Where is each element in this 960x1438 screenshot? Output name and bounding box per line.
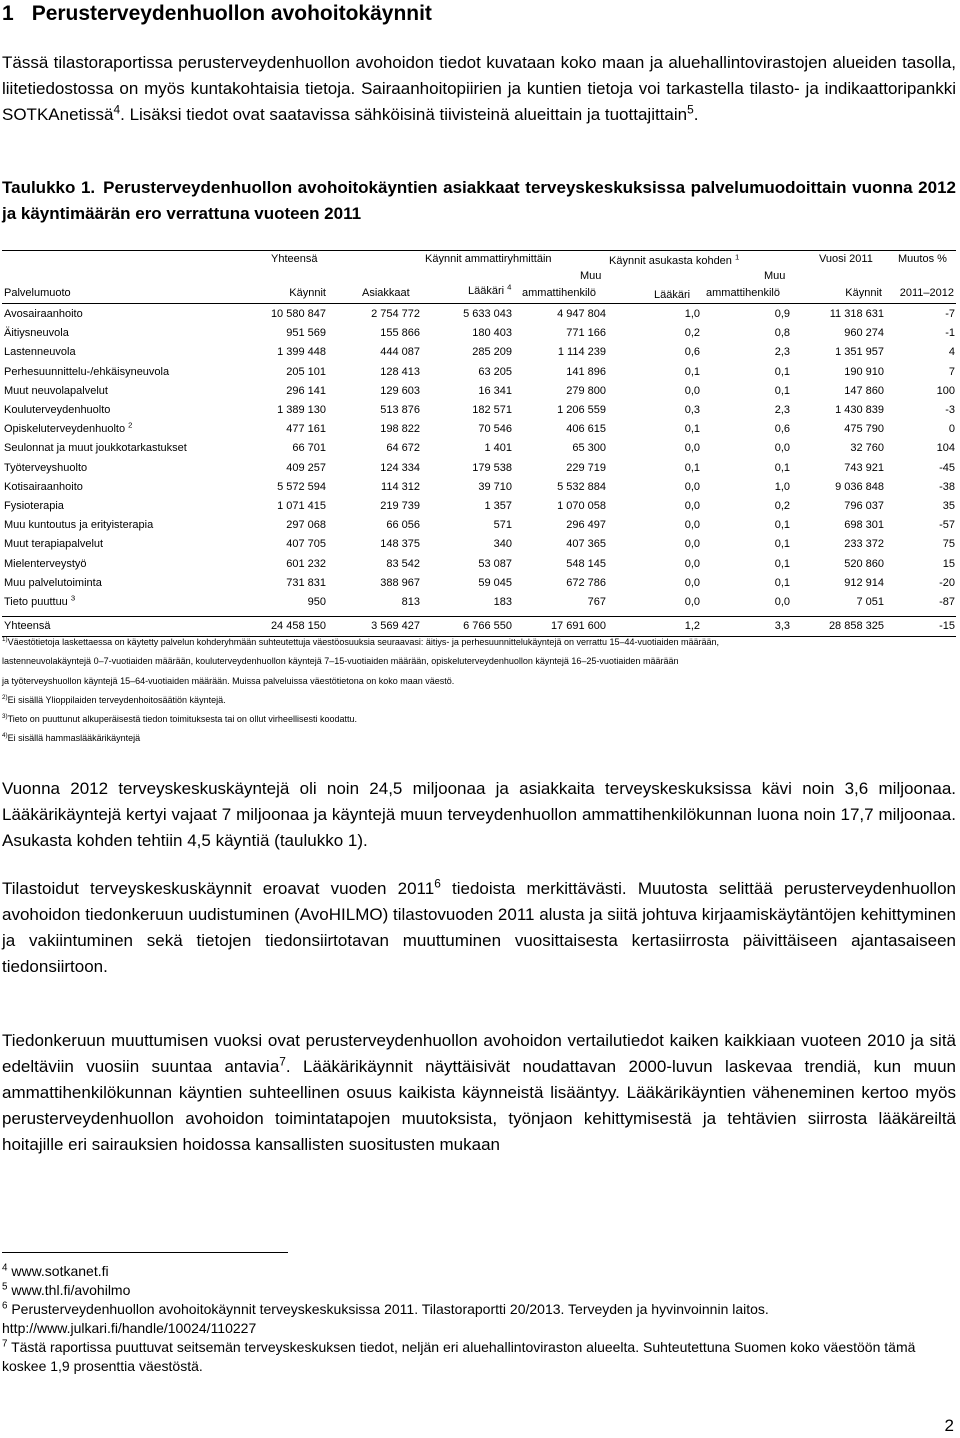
table-row-13-asiakkaat: 148 375 bbox=[380, 538, 420, 551]
header-muu-2: Muu bbox=[764, 270, 786, 282]
table-row-14-muu: 548 145 bbox=[566, 557, 606, 570]
table-row-16-muu: 767 bbox=[587, 596, 606, 608]
header-laakari-asukas: Lääkäri bbox=[654, 289, 691, 301]
table-row-12-k2011: 698 301 bbox=[844, 519, 884, 532]
footnote-7-number: 7 bbox=[2, 1338, 8, 1350]
header-ammattihenkilo-asukas: ammattihenkilö bbox=[706, 287, 780, 299]
table-row-8-k2011: 32 760 bbox=[850, 442, 884, 455]
table-row-9-muu-as: 0,1 bbox=[774, 461, 790, 474]
table-row-15-name bbox=[4, 576, 102, 590]
table-total-row-muutos: -15 bbox=[939, 620, 955, 633]
table-row-13-muu-as: 0,1 bbox=[774, 538, 790, 551]
table-row-7-k2011: 475 790 bbox=[844, 423, 884, 436]
table-row-14-laakari-as: 0,0 bbox=[684, 557, 700, 570]
table-row-4-laakari-as: 0,1 bbox=[684, 365, 700, 378]
table-row-6-name-text: Kouluterveydenhuolto bbox=[4, 404, 111, 416]
table-row-11-asiakkaat: 219 739 bbox=[380, 500, 420, 512]
footnote-4-link[interactable]: www.sotkanet.fi bbox=[7, 1263, 109, 1279]
table-row-8-name bbox=[4, 441, 187, 455]
table-row-15-name-text: Muu palvelutoiminta bbox=[4, 576, 102, 589]
table-row-2-laakari: 180 403 bbox=[472, 327, 512, 340]
header-asiakkaat: Asiakkaat bbox=[362, 287, 410, 299]
table-row-3-asiakkaat: 444 087 bbox=[380, 346, 420, 359]
table-row-10-muu-as: 1,0 bbox=[774, 480, 790, 493]
table-row-5-name-text: Muut neuvolapalvelut bbox=[4, 384, 108, 397]
header-muutos-period: 2011–2012 bbox=[899, 287, 954, 299]
table-row-4-muu-as: 0,1 bbox=[774, 365, 790, 378]
table-row-14-k2011: 520 860 bbox=[844, 557, 884, 570]
footnote-4-number: 4 bbox=[2, 1262, 8, 1274]
table-row-8-laakari: 1 401 bbox=[484, 442, 512, 455]
table-row-6-muu-as: 2,3 bbox=[774, 404, 790, 416]
footnote-5-link[interactable]: www.thl.fi/avohilmo bbox=[7, 1282, 131, 1298]
table-row-1-name bbox=[4, 307, 83, 321]
table-row-10-asiakkaat: 114 312 bbox=[381, 480, 420, 493]
table-row-4-asiakkaat: 128 413 bbox=[380, 365, 420, 378]
table-row-16-footnote-ref: 3 bbox=[70, 593, 76, 603]
table-row-15-laakari-as: 0,0 bbox=[684, 576, 700, 589]
table-row-2-name-text: Äitiysneuvola bbox=[4, 327, 69, 340]
table-row-14-name bbox=[4, 557, 87, 571]
header-asukasta-kohden-ref: 1 bbox=[734, 252, 740, 262]
table-row-14-muutos: 15 bbox=[942, 557, 955, 570]
table-row-15-muutos: -20 bbox=[939, 576, 955, 589]
table-total-row-laakari: 6 766 550 bbox=[463, 620, 512, 633]
table-row-16-asiakkaat: 813 bbox=[401, 596, 420, 608]
table-row-6-name bbox=[4, 403, 110, 417]
table-note-4-marker: 4) bbox=[2, 732, 8, 739]
header-muu-1: Muu bbox=[580, 270, 602, 282]
table-row-5-laakari-as: 0,0 bbox=[684, 384, 700, 397]
table-row-2-asiakkaat: 155 866 bbox=[380, 327, 420, 340]
table-row-1-name-text: Avosairaanhoito bbox=[4, 308, 83, 320]
table-row-8-name-text: Seulonnat ja muut joukkotarkastukset bbox=[4, 442, 187, 455]
table-row-5-name bbox=[4, 384, 108, 398]
table-row-4-muutos: 7 bbox=[948, 365, 955, 378]
header-ammattihenkilo: ammattihenkilö bbox=[522, 287, 596, 299]
table-row-16-name bbox=[4, 595, 75, 609]
section-number: 1 bbox=[2, 2, 14, 25]
table-row-8-muu-as: 0,0 bbox=[774, 442, 790, 455]
table-row-4-name-text: Perhesuunnittelu-/ehkäisyneuvola bbox=[4, 365, 170, 378]
table-row-10-muutos: -38 bbox=[939, 480, 955, 493]
table-total-row-kaynnit: 24 458 150 bbox=[270, 620, 326, 633]
table-row-14-name-text: Mielenterveystyö bbox=[4, 557, 87, 570]
table-total-row-muu-as: 3,3 bbox=[774, 620, 790, 633]
table-row-5-k2011: 147 860 bbox=[844, 384, 884, 397]
table-row-3-muu: 1 114 239 bbox=[557, 346, 606, 359]
table-row-11-muu: 1 070 058 bbox=[557, 500, 606, 512]
table-row-13-name-text: Muut terapiapalvelut bbox=[4, 538, 104, 551]
table-row-4-laakari: 63 205 bbox=[478, 365, 512, 378]
footnote-separator bbox=[2, 1252, 288, 1253]
table-row-11-laakari-as: 0,0 bbox=[684, 500, 700, 512]
table-row-13-muu: 407 365 bbox=[566, 538, 606, 551]
table-note-3-marker: 3) bbox=[2, 713, 8, 720]
table-row-16-laakari: 183 bbox=[493, 596, 512, 608]
section-title: Perusterveydenhuollon avohoitokäynnit bbox=[31, 2, 432, 25]
table-row-15-muu-as: 0,1 bbox=[774, 576, 790, 589]
table-row-1-laakari-as: 1,0 bbox=[684, 308, 700, 320]
table-row-7-name-text: Opiskeluterveydenhuolto bbox=[4, 423, 126, 436]
intro-footnote-ref-4: 4 bbox=[113, 102, 121, 117]
header-laakari-text: Lääkäri bbox=[468, 285, 505, 297]
header-asukasta-kohden-text: Käynnit asukasta kohden bbox=[609, 255, 732, 267]
total-separator-rule bbox=[2, 616, 956, 617]
table-row-15-k2011: 912 914 bbox=[844, 576, 884, 589]
table-note-1-marker: 1) bbox=[2, 636, 8, 643]
table-row-3-muutos: 4 bbox=[948, 346, 955, 359]
table-row-10-laakari: 39 710 bbox=[478, 480, 512, 493]
table-note-2 bbox=[2, 695, 226, 705]
paragraph-2-text-2: tiedoista merkittävästi. Muutosta selittää perusterveydenhuollon avohoidon tiedonkeruun uudistuminen (AvoHILMO) tilastovuoden 2011 alusta ja siitä johtuva kirjaamiskäytäntöjen kehittyminen ja vakiintuminen sekä tietojen tiedonsiirtotavan muuttuminen vuosittaisesta kertasiirrosta päivittäiseen ajantasaiseen tiedonsiirtoon. bbox=[2, 879, 956, 976]
header-yhteensa: Yhteensä bbox=[271, 253, 318, 265]
table-row-13-laakari: 340 bbox=[493, 538, 512, 551]
table-row-9-kaynnit: 409 257 bbox=[286, 461, 326, 474]
table-row-4-muu: 141 896 bbox=[566, 365, 606, 378]
header-laakari-ref: 4 bbox=[507, 282, 512, 292]
table-row-15-muu: 672 786 bbox=[566, 576, 606, 589]
table-row-3-name-text: Lastenneuvola bbox=[4, 346, 76, 359]
table-row-12-muu: 296 497 bbox=[566, 519, 606, 532]
table-row-10-muu: 5 532 884 bbox=[557, 480, 606, 493]
intro-footnote-ref-5: 5 bbox=[687, 102, 694, 117]
table-note-4 bbox=[2, 733, 140, 743]
table-row-12-name bbox=[4, 518, 153, 532]
table-row-7-footnote-ref: 2 bbox=[128, 420, 133, 430]
table-row-11-laakari: 1 357 bbox=[484, 500, 512, 512]
table-row-1-muu: 4 947 804 bbox=[557, 308, 606, 320]
table-row-15-asiakkaat: 388 967 bbox=[380, 576, 420, 589]
table-row-16-muu-as: 0,0 bbox=[774, 596, 790, 608]
table-row-6-laakari-as: 0,3 bbox=[684, 404, 700, 416]
table-row-4-kaynnit: 205 101 bbox=[286, 365, 326, 378]
header-muutos: Muutos % bbox=[898, 253, 947, 265]
table-row-2-kaynnit: 951 569 bbox=[286, 327, 326, 340]
header-kaynnit: Käynnit bbox=[289, 287, 326, 299]
table-row-16-name-text: Tieto puuttuu bbox=[4, 596, 68, 608]
table-row-1-asiakkaat: 2 754 772 bbox=[371, 308, 420, 320]
table-row-3-k2011: 1 351 957 bbox=[835, 346, 884, 359]
table-note-3-text: Tieto on puuttunut alkuperäisestä tiedon toimituksesta tai on ollut virheellisesti koodattu. bbox=[7, 714, 357, 724]
table-row-9-name-text: Työterveyshuolto bbox=[4, 461, 88, 474]
footnote-5-number: 5 bbox=[2, 1281, 8, 1293]
table-row-14-laakari: 53 087 bbox=[478, 557, 512, 570]
table-row-14-asiakkaat: 83 542 bbox=[386, 557, 420, 570]
table-row-1-k2011: 11 318 631 bbox=[829, 308, 884, 320]
table-row-12-muutos: -57 bbox=[939, 519, 955, 532]
paragraph-3-text-2: . Lääkärikäynnit näyttäisivät noudattavan 2000-luvun laskevaa trendiä, kun muun ammattihenkilökunnan käyntien suhteellinen osuus kaikista käynneistä lisääntyy. Lääkärikäyntien väheneminen kertoo myös perusterveydenhuollon avohoidon toimintatapojen muutoksista, työnjaon kehittymisestä ja tehtävien siirrosta lääkäreiltä hoitajille eri sairauksien hoidossa kansallisten suositusten mukaan bbox=[2, 1057, 957, 1154]
table-row-5-muutos: 100 bbox=[936, 384, 955, 397]
table-total-row-name-text: Yhteensä bbox=[4, 620, 51, 633]
table-title bbox=[2, 175, 956, 227]
table-row-9-muutos: -45 bbox=[939, 461, 955, 474]
table-row-6-kaynnit: 1 389 130 bbox=[277, 404, 326, 416]
table-row-10-kaynnit: 5 572 594 bbox=[277, 480, 326, 493]
header-asukasta-kohden bbox=[609, 254, 739, 268]
header-bottom-rule bbox=[2, 303, 956, 304]
intro-text-2: . Lisäksi tiedot ovat saatavissa sähköisinä tiivisteinä alueittain ja tuottajittain bbox=[120, 105, 688, 124]
table-note-4-text: Ei sisällä hammaslääkärikäyntejä bbox=[7, 733, 141, 743]
table-total-row-asiakkaat: 3 569 427 bbox=[371, 620, 420, 633]
table-note-1-line-3: ja työterveyshuollon käyntejä 15–64-vuotiaiden määrään. Muissa palveluissa väestötietona on koko maan väestö. bbox=[2, 676, 455, 686]
table-note-1-line-1 bbox=[2, 637, 719, 647]
paragraph-3-footnote-ref: 7 bbox=[279, 1054, 286, 1069]
table-title-text: Perusterveydenhuollon avohoitokäyntien asiakkaat terveyskeskuksissa palvelumuodoittain vuonna 2012 ja käyntimäärän ero verrattuna vuoteen 2011 bbox=[2, 178, 956, 223]
table-row-13-name bbox=[4, 537, 103, 551]
table-row-15-kaynnit: 731 831 bbox=[286, 576, 326, 589]
table-row-14-kaynnit: 601 232 bbox=[286, 557, 326, 570]
table-row-15-laakari: 59 045 bbox=[478, 576, 512, 589]
table-row-3-name bbox=[4, 345, 76, 359]
table-row-7-muu-as: 0,6 bbox=[774, 423, 790, 436]
paragraph-2-footnote-ref: 6 bbox=[434, 876, 441, 891]
header-ammattiryhmittain: Käynnit ammattiryhmittäin bbox=[425, 253, 552, 265]
table-row-8-laakari-as: 0,0 bbox=[684, 442, 700, 455]
footnote-7-text: Tästä raportissa puuttuvat seitsemän terveyskeskuksen tiedot, neljän eri aluehallintoviraston alueelta. Suhteutettuna Suomen koko väestöön tämä koskee 1,9 prosenttia väestöstä. bbox=[2, 1339, 916, 1374]
table-row-6-laakari: 182 571 bbox=[472, 404, 512, 416]
table-row-13-laakari-as: 0,0 bbox=[684, 538, 700, 551]
table-row-10-laakari-as: 0,0 bbox=[684, 480, 700, 493]
table-note-1-text-1: Väestötietoja laskettaessa on käytetty palvelun kohderyhmään suhteutettuja väestöosuuksia seuraavasi: äitiys- ja perhesuunnittelukäyntejä on verrattu 15–44-vuotiaiden määrään, bbox=[7, 637, 720, 647]
paragraph-3-text-1: Tiedonkeruun muuttumisen vuoksi ovat perusterveydenhuollon avohoidon vertailutiedot kaiken kaikkiaan vuoteen 2010 ja sitä edeltäviin vuosiin suuntaa antavia bbox=[2, 1031, 956, 1076]
paragraph-3 bbox=[2, 1028, 956, 1158]
table-row-16-laakari-as: 0,0 bbox=[684, 596, 700, 608]
table-note-2-marker: 2) bbox=[2, 694, 8, 701]
table-row-8-muutos: 104 bbox=[936, 442, 955, 455]
footnote-7 bbox=[2, 1338, 956, 1376]
table-top-rule bbox=[2, 250, 956, 251]
table-row-6-muu: 1 206 559 bbox=[557, 404, 606, 416]
table-note-1-line-2: lastenneuvolakäyntejä 0–7-vuotiaiden määrään, kouluterveydenhuollon käyntejä 7–15-vuotiaiden määrään, opiskeluterveydenhuollon käyntejä 16–25-vuotiaiden määrään bbox=[2, 656, 679, 666]
table-row-12-laakari: 571 bbox=[493, 519, 512, 532]
table-row-7-muutos: 0 bbox=[948, 423, 955, 436]
table-row-4-k2011: 190 910 bbox=[844, 365, 884, 378]
section-heading bbox=[2, 2, 432, 26]
table-row-2-muu: 771 166 bbox=[566, 327, 606, 340]
table-row-9-k2011: 743 921 bbox=[844, 461, 884, 474]
table-row-1-kaynnit: 10 580 847 bbox=[270, 308, 326, 320]
table-label: Taulukko 1. bbox=[2, 178, 96, 197]
table-row-12-name-text: Muu kuntoutus ja erityisterapia bbox=[4, 519, 154, 532]
table-row-1-laakari: 5 633 043 bbox=[463, 308, 512, 320]
table-row-13-muutos: 75 bbox=[942, 538, 955, 551]
footnote-6-number: 6 bbox=[2, 1300, 8, 1312]
table-row-10-name-text: Kotisairaanhoito bbox=[4, 480, 83, 493]
table-row-10-k2011: 9 036 848 bbox=[835, 480, 884, 493]
table-row-14-muu-as: 0,1 bbox=[774, 557, 790, 570]
table-row-3-kaynnit: 1 399 448 bbox=[277, 346, 326, 359]
intro-paragraph bbox=[2, 50, 956, 128]
table-row-12-muu-as: 0,1 bbox=[774, 519, 790, 532]
page-number: 2 bbox=[944, 1416, 954, 1435]
table-row-7-muu: 406 615 bbox=[566, 423, 606, 436]
table-row-13-k2011: 233 372 bbox=[844, 538, 884, 551]
table-row-12-asiakkaat: 66 056 bbox=[386, 519, 420, 532]
table-row-1-muutos: -7 bbox=[945, 308, 955, 320]
table-note-3 bbox=[2, 714, 357, 724]
table-row-3-laakari: 285 209 bbox=[472, 346, 512, 359]
table-row-16-kaynnit: 950 bbox=[307, 596, 326, 608]
table-row-8-asiakkaat: 64 672 bbox=[386, 442, 420, 455]
table-row-9-muu: 229 719 bbox=[566, 461, 606, 474]
table-row-12-kaynnit: 297 068 bbox=[286, 519, 326, 532]
table-row-11-muutos: 35 bbox=[942, 500, 955, 512]
table-row-2-muu-as: 0,8 bbox=[774, 327, 790, 340]
table-row-11-kaynnit: 1 071 415 bbox=[277, 500, 326, 512]
table-row-11-name-text: Fysioterapia bbox=[4, 500, 64, 512]
table-row-10-name bbox=[4, 480, 83, 494]
table-row-3-muu-as: 2,3 bbox=[774, 346, 790, 359]
table-row-2-name bbox=[4, 326, 69, 340]
header-laakari bbox=[468, 284, 511, 298]
footnote-4 bbox=[2, 1262, 956, 1281]
table-row-11-name bbox=[4, 499, 64, 513]
table-row-12-laakari-as: 0,0 bbox=[684, 519, 700, 532]
table-row-5-muu: 279 800 bbox=[566, 384, 606, 397]
header-kaynnit-2011: Käynnit bbox=[845, 287, 882, 299]
table-row-6-muutos: -3 bbox=[945, 404, 955, 416]
intro-text-3: . bbox=[693, 105, 699, 124]
table-row-5-kaynnit: 296 141 bbox=[286, 384, 326, 397]
table-row-11-k2011: 796 037 bbox=[844, 500, 884, 512]
header-vuosi-2011: Vuosi 2011 bbox=[819, 253, 873, 265]
table-row-8-kaynnit: 66 701 bbox=[292, 442, 326, 455]
table-total-row-muu: 17 691 600 bbox=[550, 620, 606, 633]
footnote-6-text: Perusterveydenhuollon avohoitokäynnit terveyskeskuksissa 2011. Tilastoraportti 20/2013. Terveyden ja hyvinvoinnin laitos. http://www.julkari.fi/handle/10024/110227 bbox=[2, 1301, 769, 1336]
table-row-9-laakari-as: 0,1 bbox=[684, 461, 700, 474]
table-row-2-k2011: 960 274 bbox=[844, 327, 884, 340]
table-row-6-asiakkaat: 513 876 bbox=[380, 404, 420, 416]
table-row-13-kaynnit: 407 705 bbox=[286, 538, 326, 551]
table-row-5-laakari: 16 341 bbox=[478, 384, 512, 397]
paragraph-2-text-1: Tilastoidut terveyskeskuskäynnit eroavat vuoden 2011 bbox=[2, 879, 435, 898]
table-row-5-muu-as: 0,1 bbox=[774, 384, 790, 397]
table-row-4-name bbox=[4, 365, 169, 379]
table-row-2-laakari-as: 0,2 bbox=[684, 327, 700, 340]
table-row-5-asiakkaat: 129 603 bbox=[380, 384, 420, 397]
table-row-7-asiakkaat: 198 822 bbox=[380, 423, 420, 436]
table-row-7-name bbox=[4, 422, 132, 436]
table-note-2-text: Ei sisällä Ylioppilaiden terveydenhoitosäätiön käyntejä. bbox=[7, 695, 226, 705]
table-row-16-muutos: -87 bbox=[939, 596, 955, 608]
table-row-2-muutos: -1 bbox=[945, 327, 955, 340]
table-total-row-laakari-as: 1,2 bbox=[684, 620, 700, 633]
table-row-7-kaynnit: 477 161 bbox=[286, 423, 326, 436]
table-total-row-name bbox=[4, 619, 50, 633]
footnote-5 bbox=[2, 1281, 956, 1300]
table-row-9-asiakkaat: 124 334 bbox=[380, 461, 420, 474]
table-total-row-k2011: 28 858 325 bbox=[828, 620, 884, 633]
table-row-6-k2011: 1 430 839 bbox=[835, 404, 884, 416]
table-row-1-muu-as: 0,9 bbox=[774, 308, 790, 320]
footnotes bbox=[2, 1262, 956, 1376]
table-row-8-muu: 65 300 bbox=[572, 442, 606, 455]
table-row-9-laakari: 179 538 bbox=[472, 461, 512, 474]
footnote-6 bbox=[2, 1300, 956, 1338]
paragraph-2 bbox=[2, 876, 956, 980]
table-row-3-laakari-as: 0,6 bbox=[684, 346, 700, 359]
intro-text-1: Tässä tilastoraportissa perusterveydenhuollon avohoidon tiedot kuvataan koko maan ja aluehallintovirastojen alueiden tasolla, liitetiedostossa on myös kuntakohtaisia tietoja. Sairaanhoitopiirien ja kuntien tietoja voi tarkastella tilasto- ja indikaattoripankki SOTKAnetissä bbox=[2, 53, 956, 124]
paragraph-1: Vuonna 2012 terveyskeskuskäyntejä oli noin 24,5 miljoonaa ja asiakkaita terveyskeskuksissa kävi noin 3,6 miljoonaa. Lääkärikäyntejä kertyi vajaat 7 miljoonaa ja käyntejä muun terveydenhuollon ammattihenkilökunnan luona noin 17,7 miljoonaa. Asukasta kohden tehtiin 4,5 käyntiä (taulukko 1). bbox=[2, 779, 956, 850]
header-palvelumuoto: Palvelumuoto bbox=[4, 287, 71, 299]
table-row-9-name bbox=[4, 461, 87, 475]
table-row-7-laakari-as: 0,1 bbox=[684, 423, 700, 436]
table-row-7-laakari: 70 546 bbox=[478, 423, 512, 436]
table-row-11-muu-as: 0,2 bbox=[774, 500, 790, 512]
table-row-16-k2011: 7 051 bbox=[856, 596, 884, 608]
